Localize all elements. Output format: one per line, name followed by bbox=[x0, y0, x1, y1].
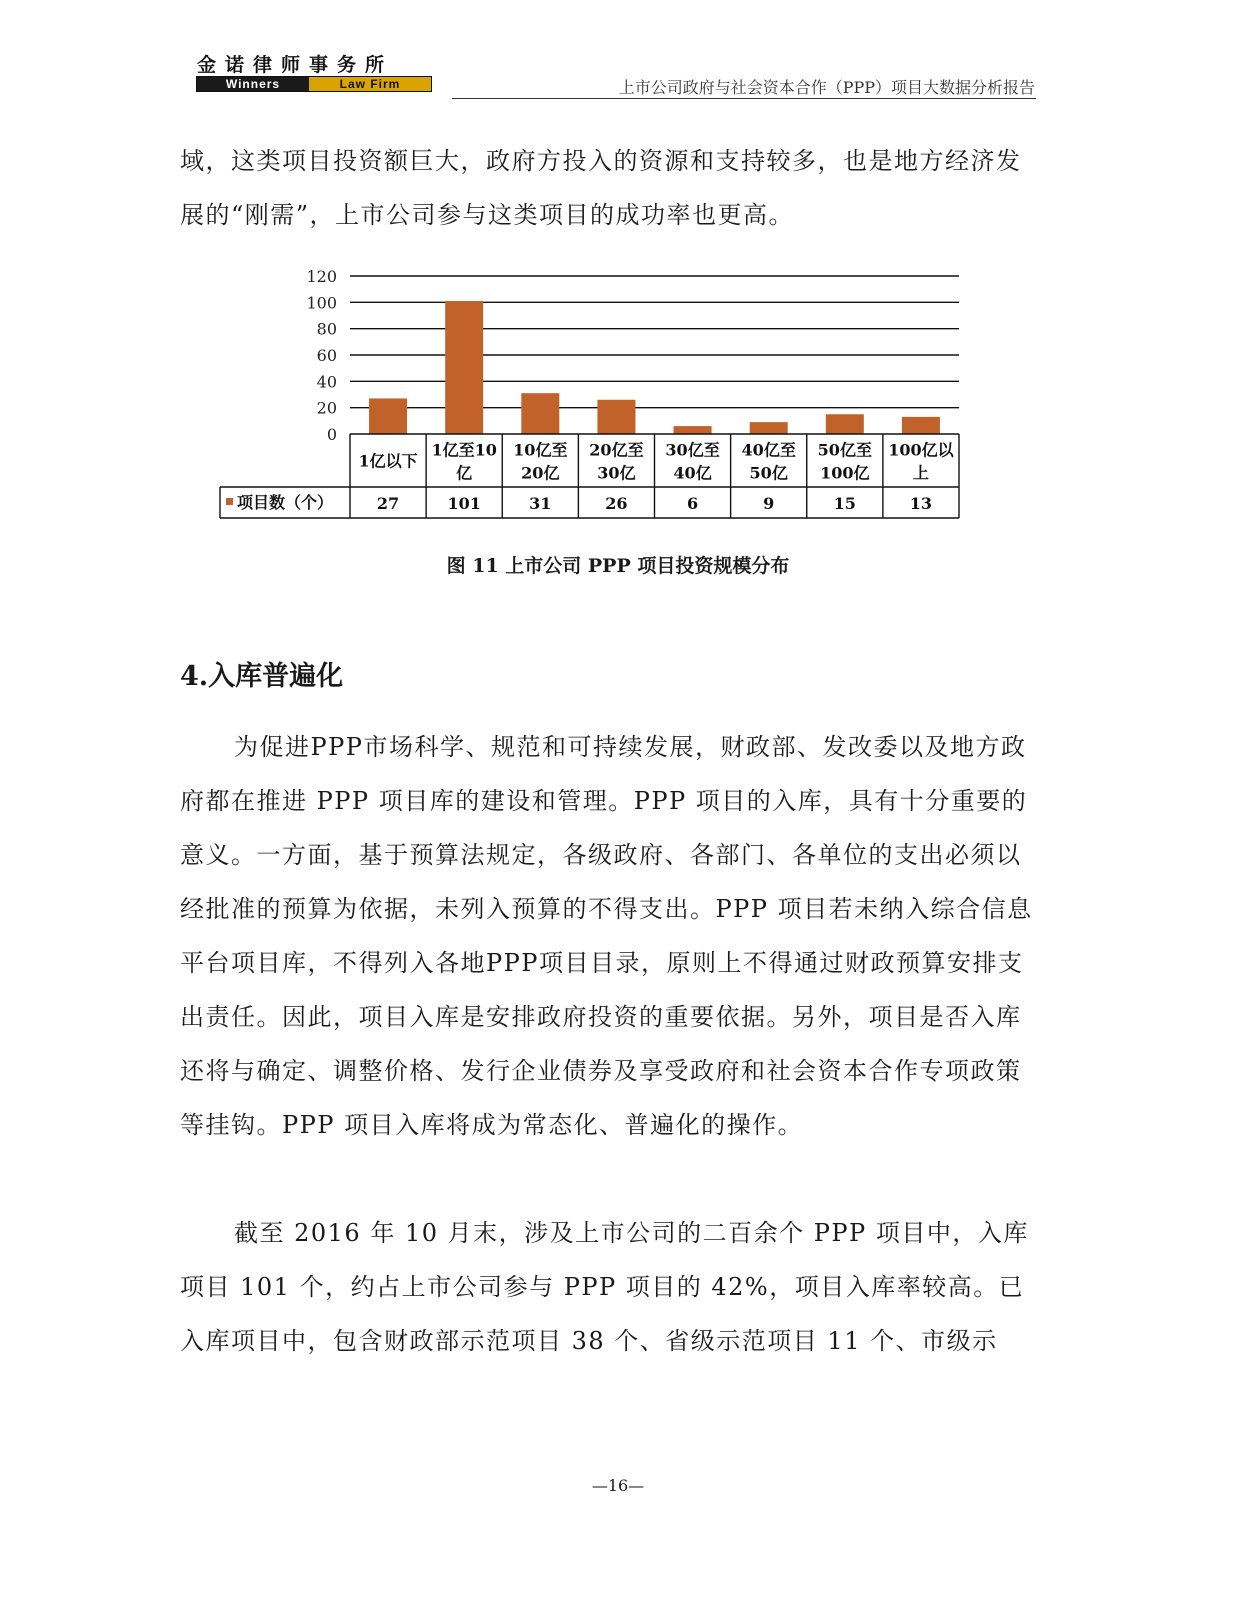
y-tick-label: 60 bbox=[316, 346, 337, 365]
header-title: 上市公司政府与社会资本合作（PPP）项目大数据分析报告 bbox=[618, 78, 1035, 97]
category-label: 100亿 bbox=[820, 463, 870, 483]
data-value-label: 27 bbox=[376, 494, 400, 513]
category-label: 20亿至 bbox=[589, 440, 644, 460]
y-tick-label: 80 bbox=[316, 319, 337, 339]
body-paragraph-2: 截至 2016 年 10 月末，涉及上市公司的二百余个 PPP 项目中，入库项目 101 个，约占上市公司参与 PPP 项目的 42%，项目入库率较高。已入库项目中，包含财政部示范项目 38 个、省级示范项目 11 个、市级示 bbox=[180, 1219, 1029, 1355]
intro-paragraph: 域，这类项目投资额巨大，政府方投入的资源和支持较多，也是地方经济发展的“刚需”，上市公司参与这类项目的成功率也更高。 bbox=[180, 147, 1022, 229]
category-label: 50亿 bbox=[749, 463, 788, 483]
bar bbox=[826, 414, 864, 434]
category-label: 30亿至 bbox=[665, 440, 720, 460]
category-label: 上 bbox=[912, 463, 929, 483]
section-heading: 4.入库普遍化 bbox=[180, 661, 344, 692]
bar-chart bbox=[200, 262, 970, 522]
y-tick-label: 120 bbox=[306, 267, 337, 286]
data-value-label: 26 bbox=[605, 494, 628, 513]
category-label: 40亿 bbox=[673, 463, 712, 483]
category-label: 10亿至 bbox=[513, 440, 568, 460]
legend-swatch bbox=[226, 498, 233, 505]
category-label: 20亿 bbox=[521, 463, 560, 483]
data-value-label: 9 bbox=[763, 494, 775, 513]
data-value-label: 15 bbox=[833, 494, 856, 513]
bar bbox=[521, 393, 559, 434]
logo-text-winners: Winners bbox=[197, 77, 309, 91]
data-value-label: 13 bbox=[909, 494, 933, 513]
category-label: 1亿至10 bbox=[431, 440, 497, 460]
body-paragraph-1: 为促进PPP市场科学、规范和可持续发展，财政部、发改委以及地方政府都在推进 PPP 项目库的建设和管理。PPP 项目的入库，具有十分重要的意义。一方面，基于预算法规定，各级政府、各部门、各单位的支出必须以经批准的预算为依据，未列入预算的不得支出。PPP 项目若未纳入综合信息平台项目库，不得列入各地PPP项目目录，原则上不得通过财政预算安排支出责任。因此，项目入库是安排政府投资的重要依据。另外，项目是否入库还将与确定、调整价格、发行企业债券及享受政府和社会资本合作专项政策等挂钩。PPP 项目入库将成为常态化、普遍化的操作。 bbox=[180, 733, 1033, 1139]
data-value-label: 31 bbox=[529, 494, 552, 513]
category-label: 100亿以 bbox=[888, 440, 954, 460]
bar bbox=[750, 422, 788, 434]
category-label: 亿 bbox=[456, 463, 473, 483]
category-label: 40亿至 bbox=[741, 440, 796, 460]
bar bbox=[597, 400, 635, 434]
y-tick-label: 40 bbox=[316, 372, 337, 392]
category-label: 50亿至 bbox=[817, 440, 872, 460]
logo-chinese: 金诺律师事务所 bbox=[197, 54, 394, 76]
legend-label: 项目数（个） bbox=[237, 493, 334, 512]
data-value-label: 101 bbox=[447, 494, 481, 513]
y-tick-label: 100 bbox=[306, 293, 337, 313]
y-tick-label: 20 bbox=[316, 398, 337, 418]
bar bbox=[445, 301, 483, 434]
header-divider bbox=[452, 98, 1036, 99]
figure-caption: 图 11 上市公司 PPP 项目投资规模分布 bbox=[446, 555, 790, 577]
bar bbox=[369, 398, 407, 434]
category-label: 1亿以下 bbox=[358, 451, 418, 471]
logo-text-law-firm: Law Firm bbox=[309, 77, 431, 91]
bar bbox=[902, 417, 940, 434]
category-label: 30亿 bbox=[597, 463, 636, 483]
y-tick-label: 0 bbox=[326, 425, 337, 444]
bar bbox=[674, 426, 712, 434]
data-value-label: 6 bbox=[686, 494, 699, 513]
page-number: —16— bbox=[591, 1476, 645, 1495]
logo-banner bbox=[196, 76, 432, 92]
